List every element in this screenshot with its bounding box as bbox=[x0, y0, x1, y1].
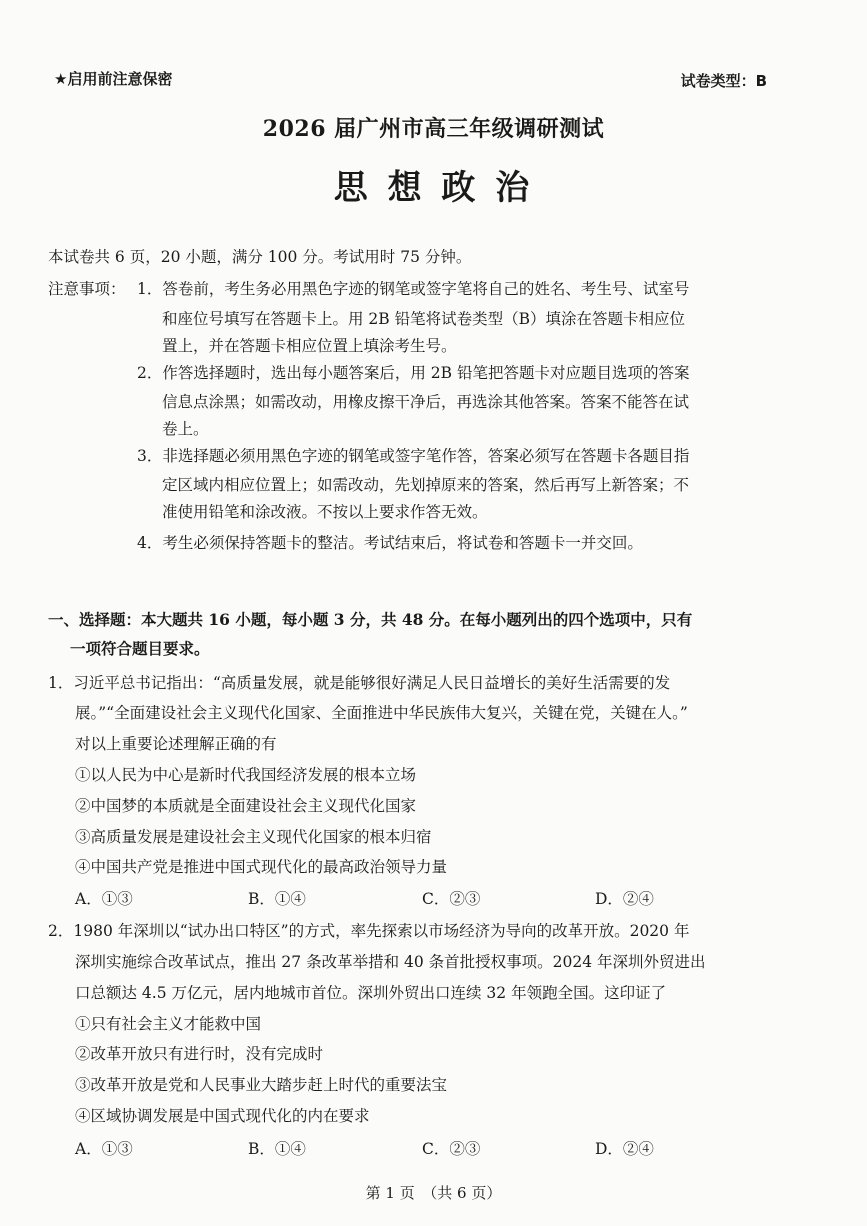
section-heading-cont: 一项符合题目要求。 bbox=[70, 639, 210, 658]
q2-option-d: D．②④ bbox=[595, 1140, 654, 1158]
notice-label: 注意事项： bbox=[48, 280, 126, 298]
notice-3-line-2: 定区域内相应位置上；如需改动，先划掉原来的答案，然后再写上新答案；不 bbox=[162, 476, 690, 494]
q2-option-c: C．②③ bbox=[422, 1140, 481, 1158]
q1-stem-line-1: 1．习近平总书记指出：“高质量发展，就是能够很好满足人民日益增长的美好生活需要的发 bbox=[48, 674, 671, 692]
notice-3-line-3: 准使用铅笔和涂改液。不按以上要求作答无效。 bbox=[162, 503, 488, 521]
page-number: 第 1 页 （共 6 页） bbox=[365, 1184, 502, 1202]
notice-1-line-1: 1．答卷前，考生务必用黑色字迹的钢笔或签字笔将自己的姓名、考生号、试室号 bbox=[137, 280, 690, 298]
notice-2-line-2: 信息点涂黑；如需改动，用橡皮擦干净后，再选涂其他答案。答案不能答在试 bbox=[162, 393, 690, 411]
q2-statement-4: ④区域协调发展是中国式现代化的内在要求 bbox=[75, 1107, 370, 1125]
notice-2-line-1: 2．作答选择题时，选出每小题答案后，用 2B 铅笔把答题卡对应题目选项的答案 bbox=[137, 364, 690, 382]
q1-stem-line-3: 对以上重要论述理解正确的有 bbox=[75, 735, 277, 753]
q1-option-c: C．②③ bbox=[422, 890, 481, 908]
notice-4-line-1: 4．考生必须保持答题卡的整洁。考试结束后，将试卷和答题卡一并交回。 bbox=[137, 534, 643, 552]
notice-2-line-3: 卷上。 bbox=[162, 420, 209, 438]
exam-summary: 本试卷共 6 页，20 小题，满分 100 分。考试用时 75 分钟。 bbox=[48, 248, 472, 266]
q1-statement-4: ④中国共产党是推进中国式现代化的最高政治领导力量 bbox=[75, 858, 448, 876]
notice-1-line-2: 和座位号填写在答题卡上。用 2B 铅笔将试卷类型（B）填涂在答题卡相应位 bbox=[162, 310, 685, 328]
q1-stem-line-2: 展。”“全面建设社会主义现代化国家、全面推进中华民族伟大复兴，关键在党，关键在人。” bbox=[75, 704, 688, 722]
q2-option-b: B．①④ bbox=[248, 1140, 306, 1158]
q2-statement-3: ③改革开放是党和人民事业大踏步赶上时代的重要法宝 bbox=[75, 1076, 448, 1094]
paper-type-label: 试卷类型：B bbox=[680, 72, 767, 90]
q2-stem-line-2: 深圳实施综合改革试点，推出 27 条改革举措和 40 条首批授权事项。2024 年深圳外贸进出 bbox=[75, 953, 706, 971]
notice-1-line-3: 置上，并在答题卡相应位置上填涂考生号。 bbox=[162, 337, 457, 355]
q1-option-d: D．②④ bbox=[595, 890, 654, 908]
notice-3-line-1: 3．非选择题必须用黑色字迹的钢笔或签字笔作答，答案必须写在答题卡各题目指 bbox=[137, 447, 690, 465]
section-heading: 一、选择题：本大题共 16 小题，每小题 3 分，共 48 分。在每小题列出的四个选项中，只有 bbox=[48, 610, 693, 629]
q2-stem-line-3: 口总额达 4.5 万亿元，居内地城市首位。深圳外贸出口连续 32 年领跑全国。这印证了 bbox=[75, 984, 667, 1002]
confidential-mark: ★启用前注意保密 bbox=[54, 70, 173, 88]
q1-option-b: B．①④ bbox=[248, 890, 306, 908]
q1-statement-3: ③高质量发展是建设社会主义现代化国家的根本归宿 bbox=[75, 828, 432, 846]
q1-option-a: A．①③ bbox=[75, 890, 133, 908]
q1-statement-2: ②中国梦的本质就是全面建设社会主义现代化国家 bbox=[75, 797, 417, 815]
q2-statement-2: ②改革开放只有进行时，没有完成时 bbox=[75, 1045, 324, 1063]
exam-title: 2026 届广州市高三年级调研测试 bbox=[262, 116, 605, 142]
q2-statement-1: ①只有社会主义才能救中国 bbox=[75, 1015, 262, 1033]
q2-stem-line-1: 2．1980 年深圳以“试办出口特区”的方式，率先探索以市场经济为导向的改革开放。2020 年 bbox=[48, 922, 690, 940]
q1-statement-1: ①以人民为中心是新时代我国经济发展的根本立场 bbox=[75, 766, 417, 784]
subject-title: 思 想 政 治 bbox=[333, 168, 534, 208]
q2-option-a: A．①③ bbox=[75, 1140, 133, 1158]
